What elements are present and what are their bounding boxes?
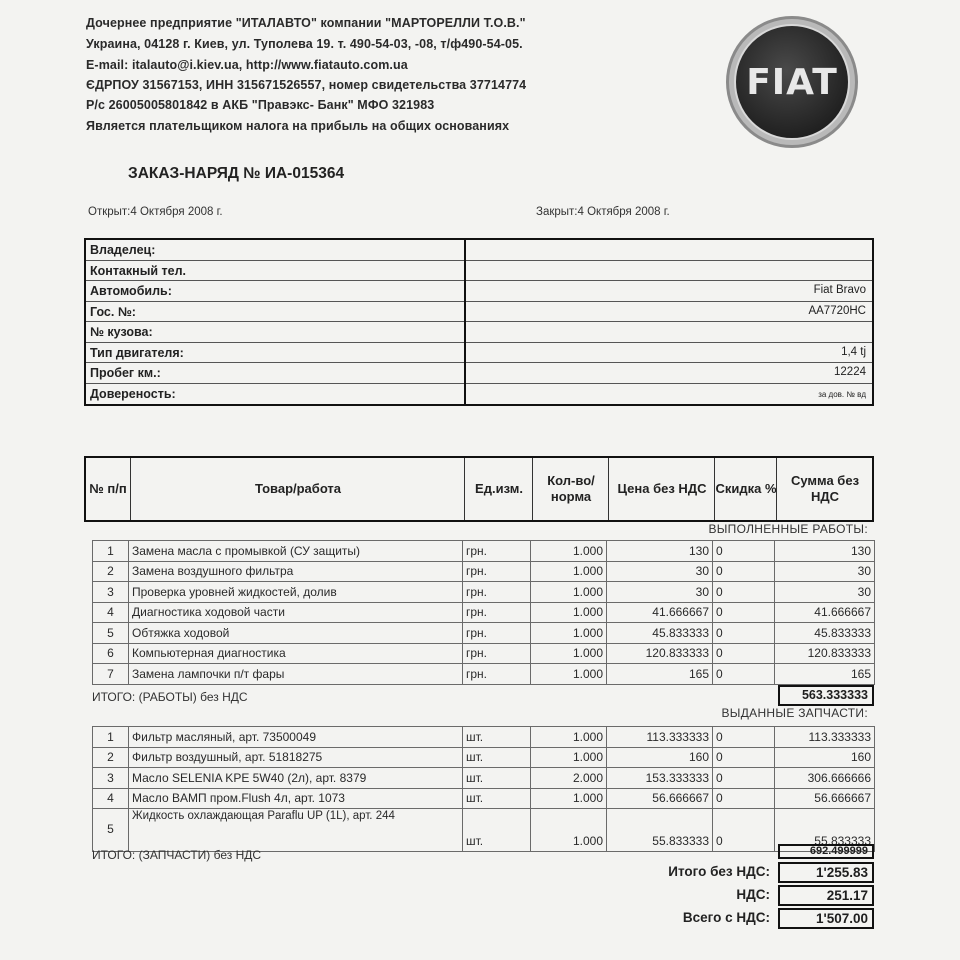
row-discount: 0	[713, 623, 775, 644]
info-row	[86, 261, 872, 282]
info-label: Пробег км.:	[90, 366, 161, 380]
table-row	[93, 541, 875, 562]
parts-section-title: ВЫДАННЫЕ ЗАПЧАСТИ:	[721, 706, 868, 720]
row-name: Обтяжка ходовой	[129, 623, 463, 644]
row-sum: 306.666666	[775, 768, 875, 789]
works-section-title: ВЫПОЛНЕННЫЕ РАБОТЫ:	[708, 522, 868, 536]
table-row	[93, 623, 875, 644]
table-row	[93, 664, 875, 685]
row-price: 41.666667	[607, 602, 713, 623]
vehicle-info-box	[84, 238, 874, 406]
row-qty: 1.000	[531, 809, 607, 852]
row-discount: 0	[713, 768, 775, 789]
row-discount: 0	[713, 643, 775, 664]
row-qty: 1.000	[531, 747, 607, 768]
row-num: 3	[93, 582, 129, 603]
row-sum: 56.666667	[775, 788, 875, 809]
table-row	[93, 561, 875, 582]
row-sum: 165	[775, 664, 875, 685]
info-label: Владелец:	[90, 243, 156, 257]
col-unit-header: Ед.изм.	[464, 458, 533, 520]
items-table-header	[84, 456, 874, 522]
row-sum: 120.833333	[775, 643, 875, 664]
row-price: 45.833333	[607, 623, 713, 644]
row-sum: 160	[775, 747, 875, 768]
row-unit: шт.	[463, 788, 531, 809]
row-sum: 30	[775, 561, 875, 582]
table-row	[93, 727, 875, 748]
parts-table	[92, 726, 875, 852]
net-total-value: 1'255.83	[778, 862, 874, 883]
row-discount: 0	[713, 602, 775, 623]
info-value: 1,4 tj	[841, 345, 866, 358]
col-name-header: Товар/работа	[130, 458, 465, 520]
col-num-header: № п/п	[89, 480, 127, 496]
row-discount: 0	[713, 664, 775, 685]
row-name: Диагностика ходовой части	[129, 602, 463, 623]
info-value: АА7720НС	[808, 304, 866, 317]
col-price-header: Цена без НДС	[608, 458, 715, 520]
row-num: 7	[93, 664, 129, 685]
fiat-logo	[726, 16, 858, 148]
works-table	[92, 540, 875, 685]
row-num: 6	[93, 643, 129, 664]
row-discount: 0	[713, 561, 775, 582]
row-discount: 0	[713, 809, 775, 852]
row-unit: грн.	[463, 541, 531, 562]
table-row	[93, 768, 875, 789]
order-opened-date: Открыт:4 Октября 2008 г.	[88, 206, 223, 218]
row-unit: шт.	[463, 747, 531, 768]
row-qty: 1.000	[531, 788, 607, 809]
row-name: Фильтр воздушный, арт. 51818275	[129, 747, 463, 768]
row-price: 113.333333	[607, 727, 713, 748]
col-sum-header: Сумма без НДС	[776, 458, 873, 520]
row-name: Замена масла с промывкой (СУ защиты)	[129, 541, 463, 562]
row-unit: шт.	[463, 727, 531, 748]
works-total-value: 563.333333	[778, 685, 874, 706]
row-num: 3	[93, 768, 129, 789]
row-qty: 1.000	[531, 582, 607, 603]
info-label: Тип двигателя:	[90, 345, 184, 360]
row-name: Жидкость охлаждающая Paraflu UP (1L), арт. 244	[129, 809, 463, 852]
row-sum: 55.833333	[775, 809, 875, 852]
row-unit: грн.	[463, 643, 531, 664]
row-discount: 0	[713, 727, 775, 748]
info-label: Гос. №:	[90, 304, 136, 319]
row-price: 30	[607, 582, 713, 603]
info-row	[86, 384, 872, 405]
logo-text: FIAT	[746, 61, 838, 103]
row-unit: грн.	[463, 561, 531, 582]
row-num: 1	[93, 541, 129, 562]
row-num: 4	[93, 602, 129, 623]
row-num: 4	[93, 788, 129, 809]
table-row	[93, 809, 875, 852]
gross-total-value: 1'507.00	[778, 908, 874, 929]
table-row	[93, 788, 875, 809]
row-discount: 0	[713, 582, 775, 603]
info-row	[86, 322, 872, 343]
row-price: 153.333333	[607, 768, 713, 789]
row-qty: 1.000	[531, 623, 607, 644]
row-price: 30	[607, 561, 713, 582]
row-unit: шт.	[463, 809, 531, 852]
table-row	[93, 747, 875, 768]
company-registration: ЄДРПОУ 31567153, ИНН 315671526557, номер свидетельства 37714774	[86, 78, 527, 92]
row-unit: грн.	[463, 602, 531, 623]
row-price: 120.833333	[607, 643, 713, 664]
info-row	[86, 240, 872, 261]
info-label: Довереность:	[90, 386, 176, 401]
table-row	[93, 643, 875, 664]
row-sum: 41.666667	[775, 602, 875, 623]
row-price: 130	[607, 541, 713, 562]
row-price: 56.666667	[607, 788, 713, 809]
gross-total-label: Всего с НДС:	[682, 910, 770, 925]
row-unit: грн.	[463, 582, 531, 603]
row-sum: 130	[775, 541, 875, 562]
info-value: за дов. № вд	[818, 389, 866, 399]
company-name: Дочернее предприятие "ИТАЛАВТО" компании "МАРТОРЕЛЛИ Т.О.В."	[86, 16, 526, 30]
row-name: Масло BAMП пром.Flush 4л, арт. 1073	[129, 788, 463, 809]
company-tax-status: Является плательщиком налога на прибыль на общих основаниях	[86, 119, 510, 133]
info-label: Контакный тел.	[90, 263, 187, 278]
row-num: 5	[93, 623, 129, 644]
row-price: 160	[607, 747, 713, 768]
info-row	[86, 281, 872, 302]
order-title: ЗАКАЗ-НАРЯД № ИА-015364	[128, 165, 345, 182]
row-name: Замена воздушного фильтра	[129, 561, 463, 582]
vat-label: НДС:	[736, 887, 770, 902]
row-sum: 45.833333	[775, 623, 875, 644]
order-closed-date: Закрыт:4 Октября 2008 г.	[536, 206, 670, 218]
row-discount: 0	[713, 788, 775, 809]
row-num: 2	[93, 747, 129, 768]
info-row	[86, 363, 872, 384]
col-qty-header: Кол-во/ норма	[532, 458, 609, 520]
row-qty: 1.000	[531, 602, 607, 623]
row-qty: 1.000	[531, 541, 607, 562]
works-total-label: ИТОГО: (РАБОТЫ) без НДС	[92, 690, 248, 704]
table-row	[93, 582, 875, 603]
row-qty: 1.000	[531, 664, 607, 685]
info-value: Fiat Bravo	[813, 284, 866, 296]
row-discount: 0	[713, 747, 775, 768]
row-qty: 1.000	[531, 727, 607, 748]
info-label: Автомобиль:	[90, 284, 172, 298]
row-num: 2	[93, 561, 129, 582]
row-sum: 113.333333	[775, 727, 875, 748]
net-total-label: Итого без НДС:	[668, 864, 770, 879]
row-price: 165	[607, 664, 713, 685]
info-label: № кузова:	[90, 325, 153, 339]
row-name: Проверка уровней жидкостей, долив	[129, 582, 463, 603]
row-unit: шт.	[463, 768, 531, 789]
row-discount: 0	[713, 541, 775, 562]
row-name: Компьютерная диагностика	[129, 643, 463, 664]
row-name: Замена лампочки п/т фары	[129, 664, 463, 685]
vat-value: 251.17	[778, 885, 874, 906]
info-row	[86, 302, 872, 323]
row-qty: 2.000	[531, 768, 607, 789]
company-bank: Р/с 26005005801842 в АКБ "Правэкс- Банк" МФО 321983	[86, 98, 435, 112]
company-address: Украина, 04128 г. Киев, ул. Туполева 19. т. 490-54-03, -08, т/ф490-54-05.	[86, 37, 523, 51]
row-qty: 1.000	[531, 561, 607, 582]
table-row	[93, 602, 875, 623]
row-qty: 1.000	[531, 643, 607, 664]
row-unit: грн.	[463, 623, 531, 644]
row-num: 1	[93, 727, 129, 748]
company-contacts: E-mail: italauto@i.kiev.ua, http://www.fiatauto.com.ua	[86, 58, 408, 72]
row-num: 5	[93, 809, 129, 852]
row-unit: грн.	[463, 664, 531, 685]
row-name: Фильтр масляный, арт. 73500049	[129, 727, 463, 748]
info-value: 12224	[834, 366, 866, 378]
row-sum: 30	[775, 582, 875, 603]
parts-total-label: ИТОГО: (ЗАПЧАСТИ) без НДС	[92, 848, 262, 862]
info-row	[86, 343, 872, 364]
col-discount-header: Скидка %	[714, 458, 777, 520]
parts-total-value: 692.499999	[778, 844, 874, 859]
row-name: Масло SELENIA KPE 5W40 (2л), арт. 8379	[129, 768, 463, 789]
row-price: 55.833333	[607, 809, 713, 852]
